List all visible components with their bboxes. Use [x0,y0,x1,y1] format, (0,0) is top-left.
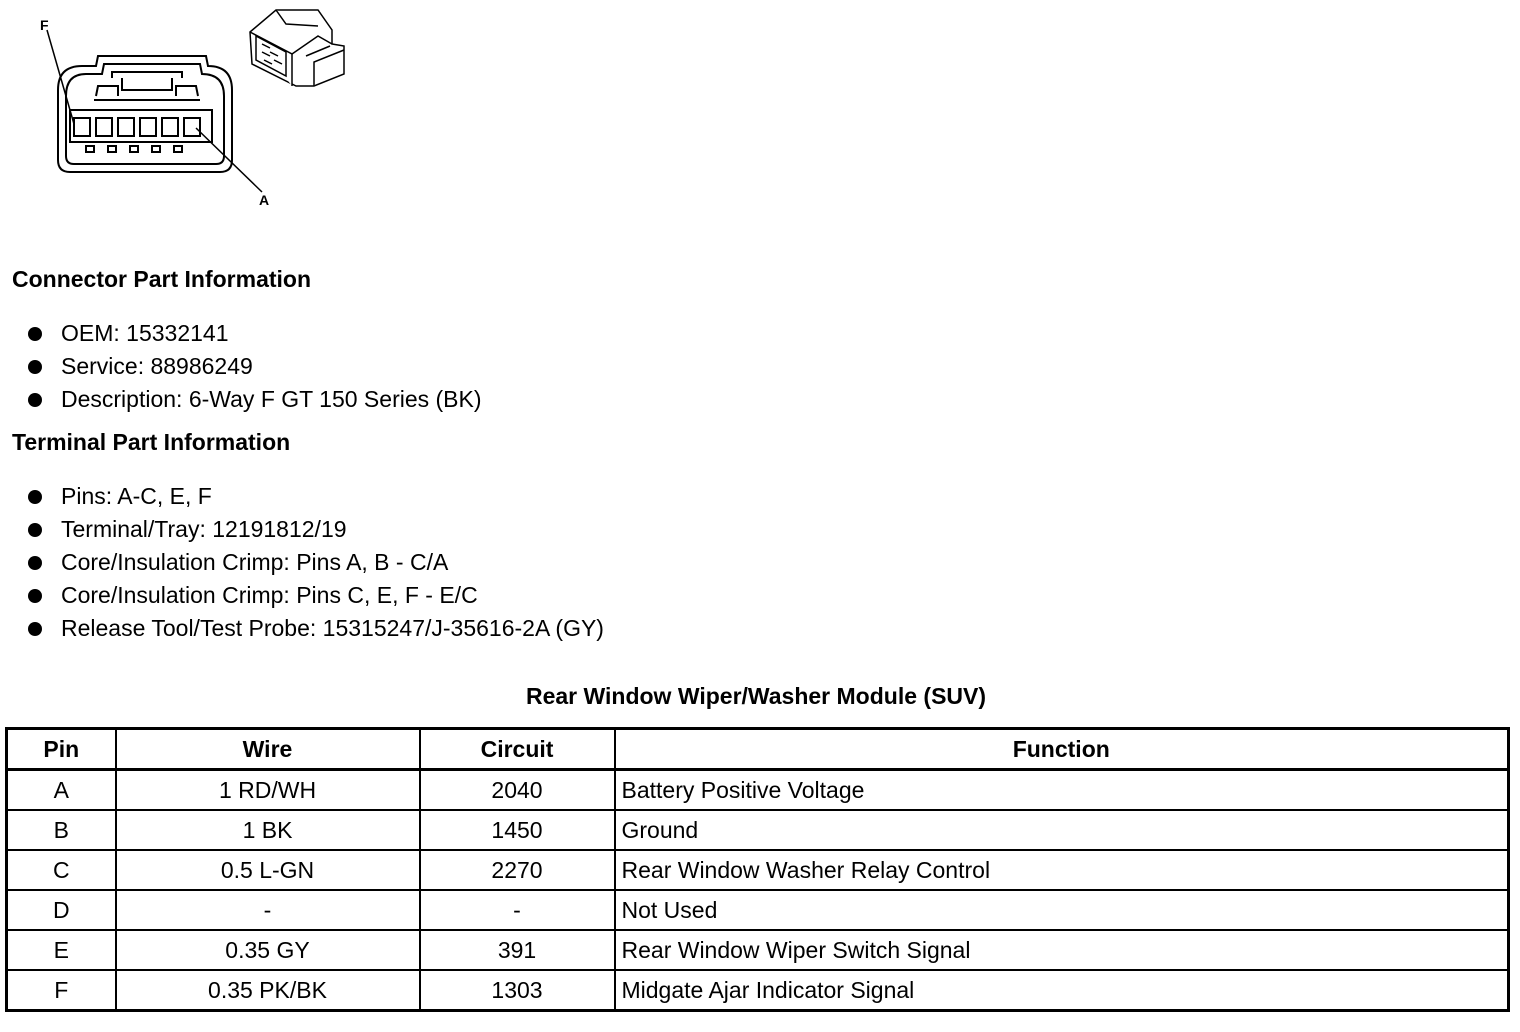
table-row [7,810,1509,850]
connector-part-list [28,317,482,416]
bullet-icon [28,589,42,603]
list-item: Release Tool/Test Probe: 15315247/J-35616-2A (GY) [28,612,604,645]
list-item: Pins: A-C, E, F [28,480,604,513]
header-function: Function [615,729,1509,770]
bullet-icon [28,327,42,341]
header-circuit: Circuit [420,729,615,770]
connector-part-heading: Connector Part Information [12,266,312,292]
cell-wire: - [116,890,420,930]
list-item: Core/Insulation Crimp: Pins A, B - C/A [28,546,604,579]
cell-function: Rear Window Washer Relay Control [615,850,1509,890]
bullet-icon [28,556,42,570]
cell-circuit: 2040 [420,770,615,811]
cell-function: Ground [615,810,1509,850]
list-item: Service: 88986249 [28,350,482,383]
table-row [7,930,1509,970]
cell-wire: 1 RD/WH [116,770,420,811]
cell-wire: 1 BK [116,810,420,850]
cell-circuit: - [420,890,615,930]
bullet-icon [28,393,42,407]
pinout-table [5,727,1510,1012]
cell-circuit: 1450 [420,810,615,850]
cell-pin: A [7,770,116,811]
list-item: Terminal/Tray: 12191812/19 [28,513,604,546]
cell-circuit: 391 [420,930,615,970]
cell-wire: 0.5 L-GN [116,850,420,890]
cell-pin: D [7,890,116,930]
pin-label-a: A [259,192,270,208]
terminal-part-heading: Terminal Part Information [12,429,291,455]
bullet-icon [28,523,42,537]
cell-pin: F [7,970,116,1011]
connector-3d-icon [250,10,344,86]
cell-wire: 0.35 PK/BK [116,970,420,1011]
header-pin: Pin [7,729,116,770]
list-item: OEM: 15332141 [28,317,482,350]
cell-circuit: 1303 [420,970,615,1011]
list-item: Core/Insulation Crimp: Pins C, E, F - E/C [28,579,604,612]
cell-function: Midgate Ajar Indicator Signal [615,970,1509,1011]
table-row [7,850,1509,890]
cell-pin: C [7,850,116,890]
bullet-icon [28,360,42,374]
cell-function: Not Used [615,890,1509,930]
bullet-icon [28,490,42,504]
table-row [7,890,1509,930]
table-row [7,970,1509,1011]
terminal-part-list [28,480,604,645]
pin-label-f: F [40,17,49,33]
table-header-row [7,729,1509,770]
cell-function: Rear Window Wiper Switch Signal [615,930,1509,970]
list-item: Description: 6-Way F GT 150 Series (BK) [28,383,482,416]
cell-wire: 0.35 GY [116,930,420,970]
cell-function: Battery Positive Voltage [615,770,1509,811]
bullet-icon [28,622,42,636]
table-row [7,770,1509,811]
cell-circuit: 2270 [420,850,615,890]
connector-diagram [0,0,380,230]
table-title: Rear Window Wiper/Washer Module (SUV) [525,683,987,709]
cell-pin: E [7,930,116,970]
header-wire: Wire [116,729,420,770]
cell-pin: B [7,810,116,850]
